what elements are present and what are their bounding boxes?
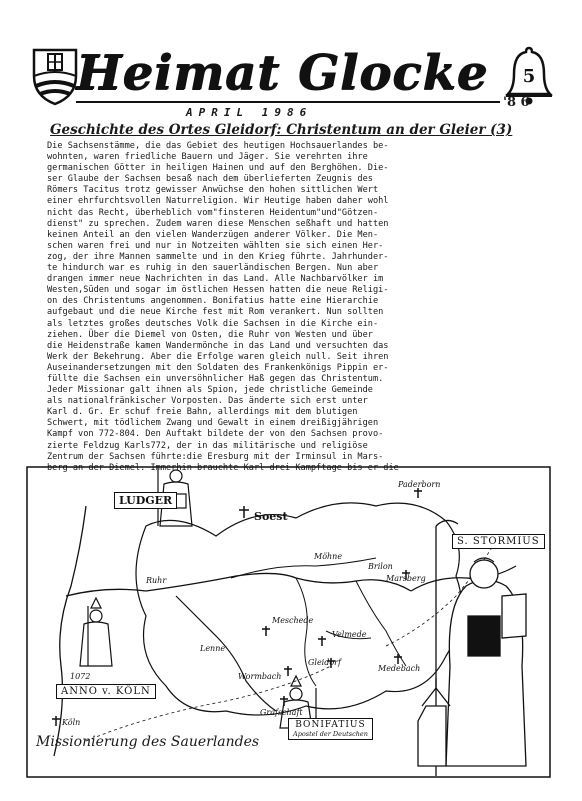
label-bonifatius-sub: Apostel der Deutschen (293, 730, 368, 738)
label-paderborn: Paderborn (398, 480, 441, 489)
label-anno: ANNO v. KÖLN (56, 684, 156, 699)
masthead-underline (76, 101, 500, 103)
label-ruhr: Ruhr (146, 576, 167, 585)
body-line: Schwert, mit tödlichem Zwang und Gewalt in einem dreißigjährigen (47, 418, 379, 429)
body-line: schen waren frei und nur in Notzeiten wählten sie sich einen Her- (47, 240, 384, 251)
dateline: APRIL 1986 (186, 106, 313, 119)
body-line: germanischen Götter in heiligen Hainen und auf den Berghöhen. Die- (47, 163, 389, 174)
label-grafschaft: Grafschaft (260, 708, 303, 717)
label-bonifatius (288, 718, 373, 740)
body-line: Kampf von 772-804. Den Auftakt bildete der von den Sachsen provo- (47, 429, 384, 440)
body-line: te hindurch war es ruhig in den sauerländischen Bergen. Nun aber (47, 263, 379, 274)
body-line: Auseinandersetzungen mit den Soldaten des Frankenkönigs Pippin er- (47, 362, 389, 373)
anno-figure (80, 598, 112, 666)
body-line: nicht das Recht, überheblich vom"finsteren Heidentum"und"Götzen- (47, 207, 379, 218)
label-koeln: Köln (62, 718, 81, 727)
issue-year: '8 6 (503, 95, 530, 110)
body-line: berg an der Diemel. Immerhin brauchte Karl drei Kampftage bis er die (47, 462, 399, 473)
body-line: on des Christentums angenommen. Bonifatius hatte eine Hierarchie (47, 296, 379, 307)
coat-of-arms-icon (30, 46, 80, 106)
label-moehne: Möhne (314, 552, 343, 561)
label-bonifatius-name: BONIFATIUS (295, 720, 366, 730)
label-velmede: Velmede (332, 630, 367, 639)
map-caption: Missionierung des Sauerlandes (36, 734, 260, 750)
lenne-river (176, 596, 276, 711)
body-line: dienst" zu sprechen. Zudem waren diese Menschen seßhaft und hatten (47, 218, 389, 229)
masthead (30, 44, 558, 110)
body-line: füllte die Sachsen ein unversöhnlicher Haß gegen das Christentum. (47, 373, 384, 384)
body-line: drangen immer neue Nachrichten in das Land. Alle Nachbarvölker im (47, 274, 384, 285)
body-line: Römers Tacitus trotz gewisser Anwüchse den hohen sittlichen Wert (47, 185, 379, 196)
body-line: die Heidenstraße kamen Wandermönche in das Land und versuchten das (47, 340, 389, 351)
body-line: einer ehrfurchtsvollen Naturreligion. Wir Heutige haben daher wohl (47, 196, 389, 207)
ruhr-river (66, 573, 411, 596)
stormius-figure (418, 520, 526, 776)
body-line: ser Glaube der Sachsen besaß nach dem überlieferten Zeugnis des (47, 174, 373, 185)
label-brilon: Brilon (368, 562, 393, 571)
label-wormbach: Wormbach (238, 672, 282, 681)
body-line: Werk der Bekehrung. Aber die Erfolge waren gleich null. Seit ihren (47, 351, 389, 362)
body-line: zierte Feldzug Karls772, der in das militärische und religiöse (47, 440, 368, 451)
body-line: wohnten, waren friedliche Bauern und Jäger. Sie verehrten ihre (47, 152, 368, 163)
label-marsberg: Marsberg (386, 574, 426, 583)
body-line: Karl d. Gr. Er schuf freie Bahn, allerdings mit dem blutigen (47, 407, 358, 418)
label-stormius: S. STORMIUS (452, 534, 545, 549)
body-line: ziehen. Über die Diemel von Osten, die Ruhr von Westen und über (47, 329, 373, 340)
body-line: Jeder Missionar galt ihnen als Spion, jede christliche Gemeinde (47, 385, 373, 396)
label-meschede: Meschede (272, 616, 314, 625)
body-line: als nationalfränkischer Vorposten. Das änderte sich erst unter (47, 396, 368, 407)
label-lenne: Lenne (200, 644, 226, 653)
issue-number: 5 (522, 66, 536, 87)
body-line: keinen Anteil an den vielen Wanderzügen anderer Völker. Die Men- (47, 229, 379, 240)
article-body (47, 141, 517, 474)
tributary-1 (296, 578, 316, 686)
region-outline (136, 503, 462, 715)
body-line: Zentrum der Sachsen führte:die Eresburg mit der Irminsul in Mars- (47, 451, 384, 462)
body-line: als letztes großes deutsches Volk die Sachsen in die Kirche ein- (47, 318, 379, 329)
label-ludger: LUDGER (114, 492, 177, 509)
body-line: zog, der ihre Mannen sammelte und in den Krieg führte. Jahrhunder- (47, 251, 389, 262)
masthead-title: Heimat Glocke (76, 45, 489, 101)
label-medebach: Medebach (378, 664, 421, 673)
article-subtitle: Geschichte des Ortes Gleidorf: Christentum an der Gleier (3) (50, 122, 513, 138)
body-line: Die Sachsenstämme, die das Gebiet des heutigen Hochsauerlandes be- (47, 141, 389, 151)
label-soest: Soest (254, 510, 288, 523)
body-line: Westen,Süden und sogar im östlichen Hessen hatten die neue Religi- (47, 285, 389, 296)
label-gleidorf: Gleidorf (308, 658, 341, 667)
moehne-river (231, 558, 376, 578)
body-line: aufgebaut und die neue Kirche fest mit Rom verankert. Nun sollten (47, 307, 384, 318)
mission-map (26, 466, 551, 778)
tributary-2 (356, 581, 406, 666)
label-anno-year: 1072 (70, 672, 91, 681)
